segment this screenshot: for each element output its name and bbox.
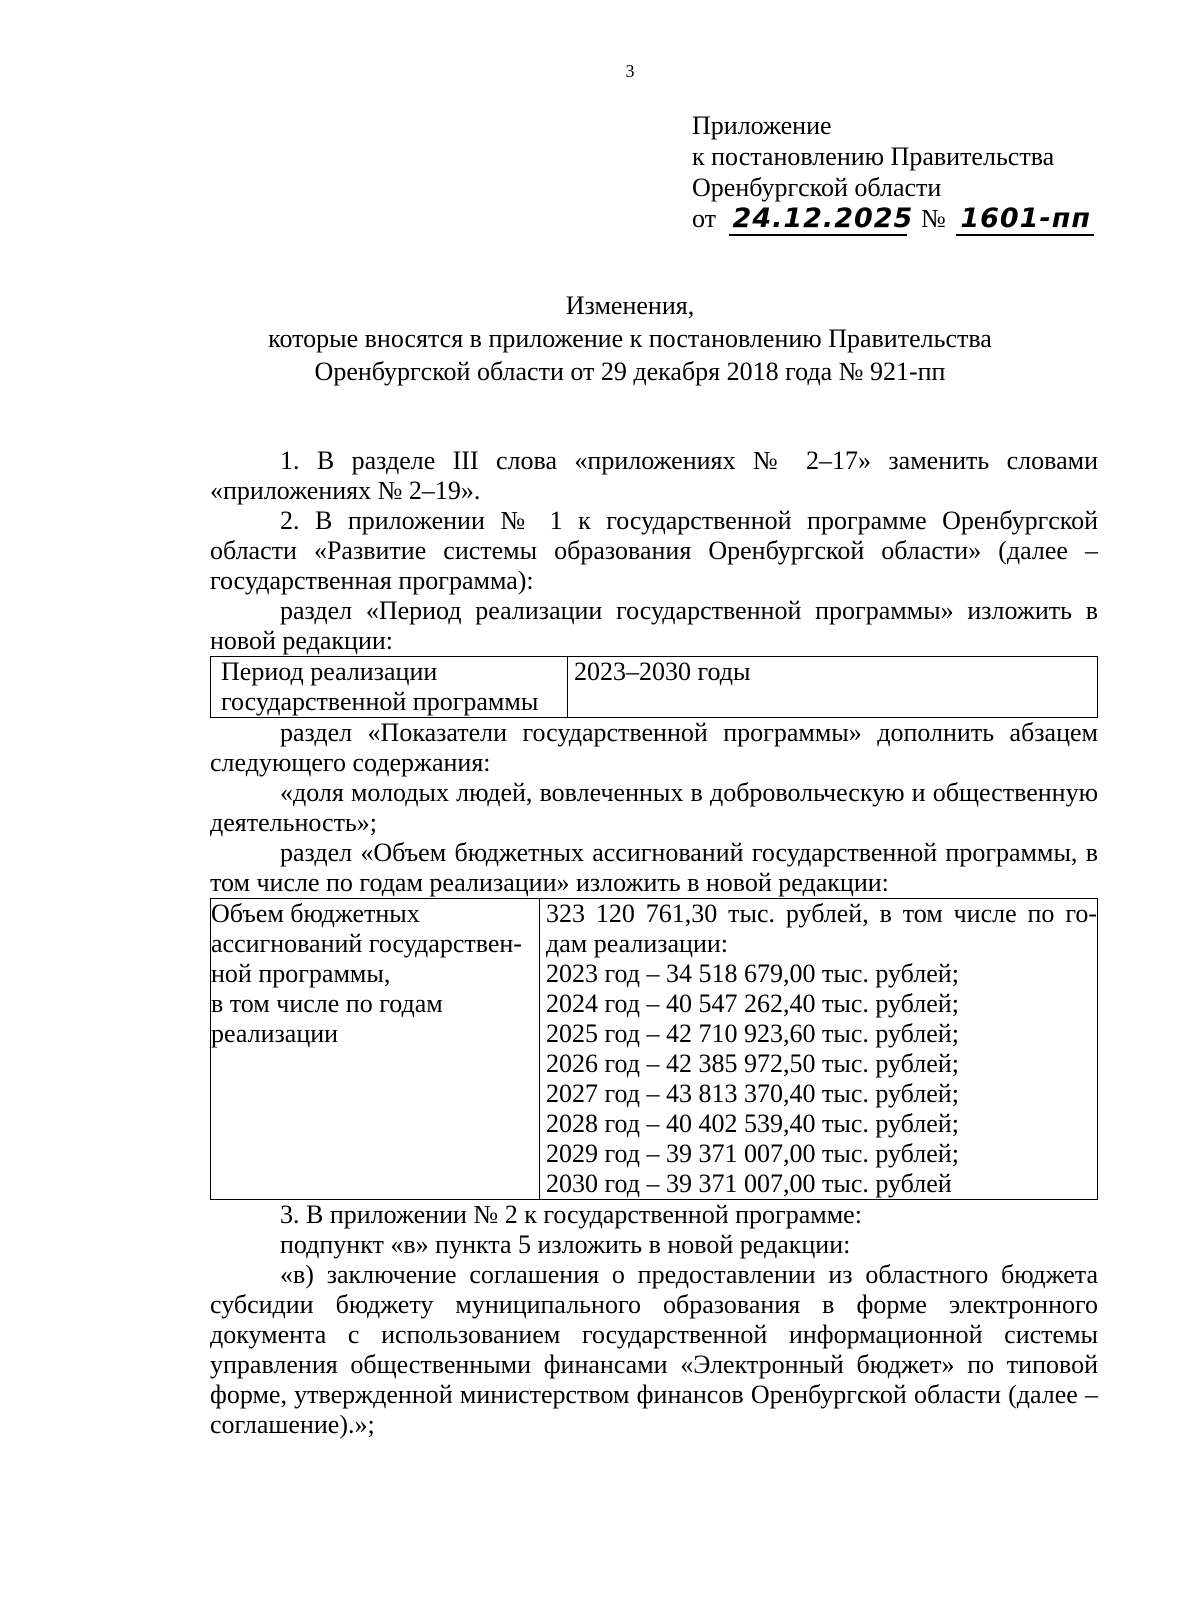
paragraph-1: 1. В разделе III слова «приложениях № 2–17» заменить словами «приложениях № 2–19». — [210, 446, 1098, 505]
period-value-cell: 2023–2030 годы — [568, 657, 1098, 718]
budget-label-line: реализации — [211, 1019, 339, 1048]
number-label: № — [921, 204, 946, 233]
appendix-date-line — [692, 203, 1094, 236]
budget-total-line-2: дам реализации: — [546, 929, 729, 958]
heading-title: Изменения, — [565, 291, 695, 320]
paragraph-4: раздел «Показатели государственной программы» дополнить абзацем следующего содержания: — [210, 718, 1098, 777]
budget-label-line: ассигнований государствен- — [211, 929, 522, 958]
period-label-line-1: Период реализации — [221, 657, 438, 686]
budget-year-line: 2026 год – 42 385 972,50 тыс. рублей; — [546, 1049, 959, 1078]
budget-year-line: 2027 год – 43 813 370,40 тыс. рублей; — [546, 1079, 959, 1108]
document-body — [210, 446, 1098, 1440]
paragraph-2: 2. В приложении № 1 к государственной программе Оренбургской области «Развитие системы образования Оренбургской области» (далее – государственная программа): — [210, 506, 1098, 595]
budget-year-line: 2030 год – 39 371 007,00 тыс. рублей — [546, 1169, 952, 1198]
period-label-line-2: государственной программы — [221, 687, 539, 716]
paragraph-7: 3. В приложении № 2 к государственной программе: — [280, 1200, 862, 1229]
handwritten-number: 1601-пп — [956, 203, 1094, 236]
budget-label-cell — [211, 899, 540, 1200]
table-row — [211, 899, 1098, 1200]
paragraph-5: «доля молодых людей, вовлеченных в добровольческую и общественную деятельность»; — [210, 778, 1098, 837]
period-table — [210, 656, 1098, 718]
appendix-block — [692, 110, 1094, 236]
heading-line-3: Оренбургской области от 29 декабря 2018 года № 921-пп — [314, 357, 946, 386]
budget-label-line: ной программы, — [211, 959, 391, 988]
appendix-line-1: Приложение — [692, 111, 832, 140]
from-label: от — [692, 204, 717, 233]
budget-year-line: 2029 год – 39 371 007,00 тыс. рублей; — [546, 1139, 959, 1168]
table-row — [211, 657, 1098, 718]
paragraph-8: подпункт «в» пункта 5 изложить в новой редакции: — [280, 1230, 851, 1259]
paragraph-6: раздел «Объем бюджетных ассигнований государственной программы, в том числе по годам реализации» изложить в новой редакции: — [210, 838, 1098, 897]
budget-year-line: 2025 год – 42 710 923,60 тыс. рублей; — [546, 1019, 959, 1048]
handwritten-date: 24.12.2025 — [729, 203, 907, 236]
budget-table — [210, 898, 1098, 1200]
budget-label-line: в том числе по годам — [211, 989, 443, 1018]
paragraph-9: «в) заключение соглашения о предоставлении из областного бюджета субсидии бюджету муниципального образования в форме электронного документа с использованием государственной информационной системы управления общественными финансами «Электронный бюджет» по типовой форме, утвержденной министерством финансов Оренбургской области (далее – соглашение).»; — [210, 1260, 1098, 1439]
budget-label-line: Объем бюджетных — [211, 899, 420, 928]
page-number: 3 — [625, 61, 635, 81]
budget-year-line: 2023 год – 34 518 679,00 тыс. рублей; — [546, 959, 959, 988]
budget-total-line-1: 323 120 761,30 тыс. рублей, в том числе по го- — [546, 899, 1097, 928]
document-heading — [0, 289, 1200, 388]
budget-value-cell — [540, 899, 1098, 1200]
appendix-line-3: Оренбургской области — [692, 173, 942, 202]
paragraph-3: раздел «Период реализации государственной программы» изложить в новой редакции: — [210, 596, 1098, 655]
heading-line-2: которые вносятся в приложение к постановлению Правительства — [268, 324, 992, 353]
period-label-cell — [211, 657, 568, 718]
budget-year-line: 2024 год – 40 547 262,40 тыс. рублей; — [546, 989, 959, 1018]
budget-year-line: 2028 год – 40 402 539,40 тыс. рублей; — [546, 1109, 959, 1138]
appendix-line-2: к постановлению Правительства — [692, 142, 1055, 171]
